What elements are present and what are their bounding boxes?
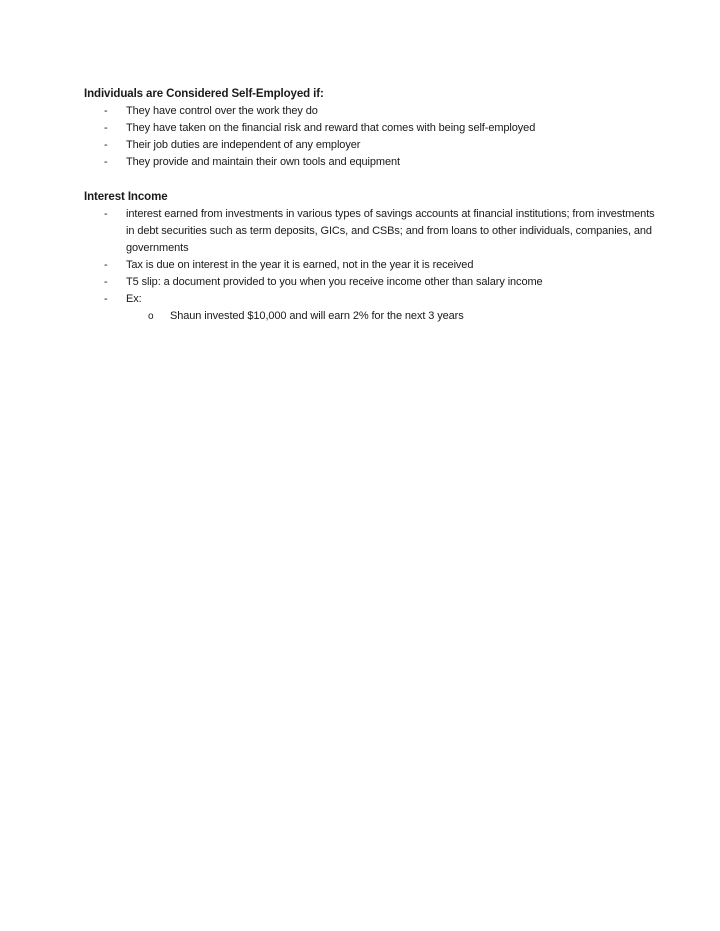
list-item <box>84 274 664 291</box>
list-item <box>84 120 664 137</box>
dash-marker: - <box>104 259 108 271</box>
bullet-list <box>84 103 664 171</box>
list-item-text: T5 slip: a document provided to you when you receive income other than salary income <box>126 276 543 288</box>
dash-marker: - <box>104 139 108 151</box>
dash-marker: - <box>104 293 108 305</box>
list-item-text: Ex: <box>126 293 142 305</box>
section-heading: Interest Income <box>84 191 168 203</box>
list-item <box>84 137 664 154</box>
sub-bullet-list <box>126 308 664 325</box>
dash-marker: - <box>104 122 108 134</box>
list-item-text: Tax is due on interest in the year it is earned, not in the year it is received <box>126 259 474 271</box>
list-item-text: They provide and maintain their own tools and equipment <box>126 156 400 168</box>
sub-list-item-text: Shaun invested $10,000 and will earn 2% for the next 3 years <box>170 310 464 322</box>
list-item <box>84 103 664 120</box>
list-item-text: interest earned from investments in various types of savings accounts at financial institutions; from investments in debt securities such as term deposits, GICs, and CSBs; and from loans to other individuals, companies, and governments <box>126 208 655 254</box>
self-employed-section <box>84 86 664 171</box>
dash-marker: - <box>104 105 108 117</box>
dash-marker: - <box>104 276 108 288</box>
list-item-text: They have taken on the financial risk and reward that comes with being self-employed <box>126 122 536 134</box>
dash-marker: - <box>104 156 108 168</box>
bullet-list <box>84 206 664 325</box>
list-item <box>84 154 664 171</box>
circle-marker: o <box>148 311 154 322</box>
list-item <box>84 291 664 325</box>
section-heading: Individuals are Considered Self-Employed if: <box>84 88 324 100</box>
dash-marker: - <box>104 208 108 220</box>
interest-income-section <box>84 189 664 325</box>
sub-list-item <box>126 308 664 325</box>
list-item-text: Their job duties are independent of any employer <box>126 139 361 151</box>
list-item <box>84 257 664 274</box>
list-item <box>84 206 664 257</box>
list-item-text: They have control over the work they do <box>126 105 318 117</box>
